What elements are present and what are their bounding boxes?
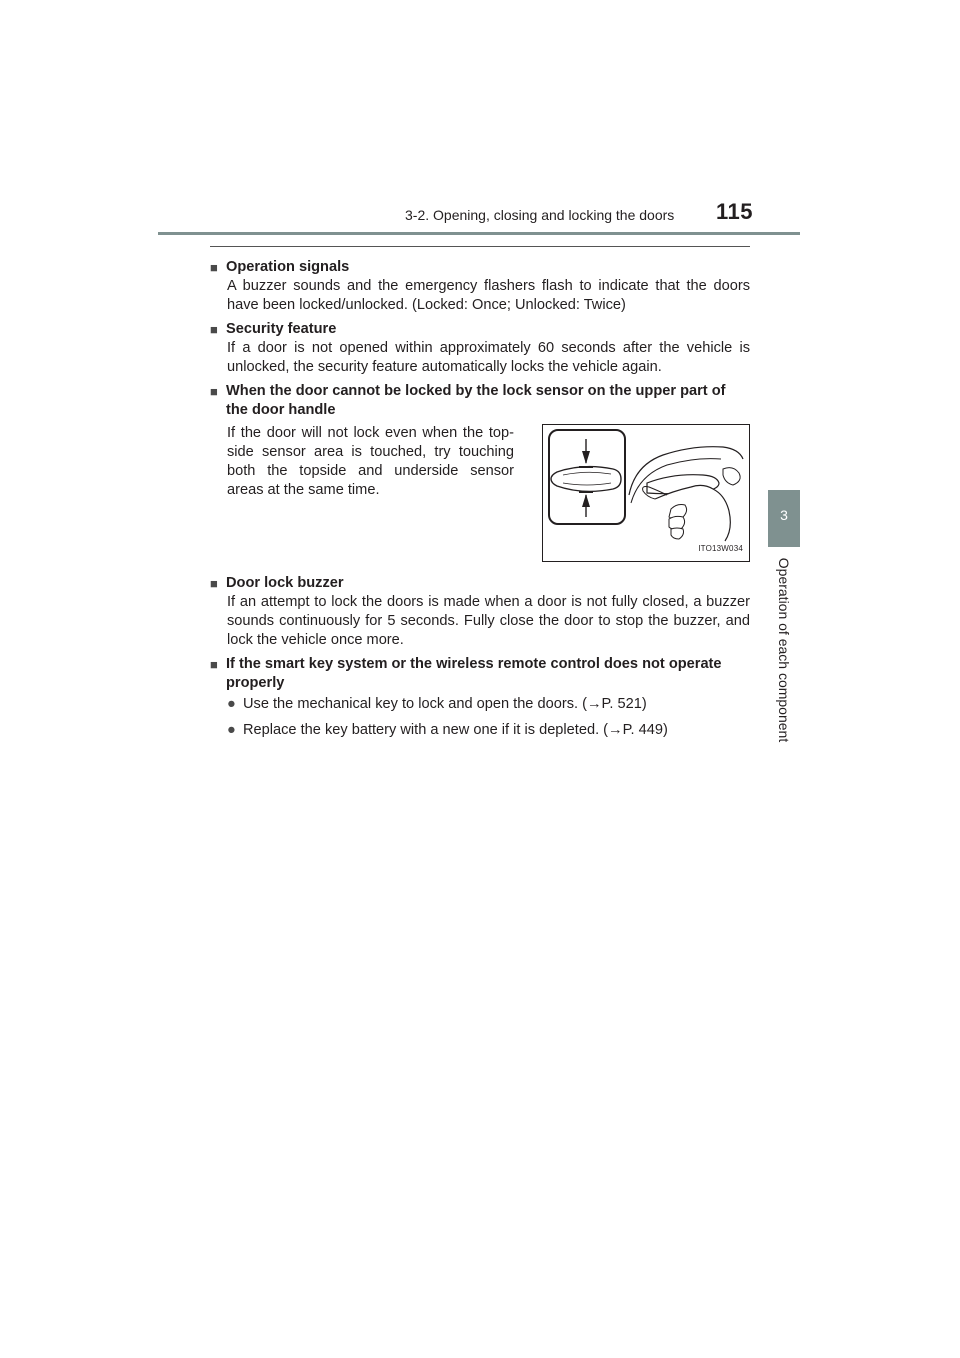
door-handle-illustration [542, 424, 750, 562]
side-tab-title: Operation of each component [776, 557, 792, 743]
side-tab-number-block [768, 490, 800, 547]
section-operation-signals [210, 258, 750, 315]
heading-text: Door lock buzzer [226, 575, 344, 591]
bullet-text: Replace the key battery with a new one if it is depleted. (→P. 449) [243, 722, 668, 738]
section-heading [210, 655, 750, 693]
section-door-lock-buzzer [210, 574, 750, 650]
side-tab-number: 3 [780, 507, 788, 523]
square-marker-icon: ■ [210, 260, 218, 275]
section-smart-key-fallback [210, 655, 750, 740]
heading-text: When the door cannot be locked by the lock sensor on the upper part of the door handle [226, 383, 726, 418]
page-number: 115 [716, 199, 753, 224]
section-heading [210, 574, 750, 593]
section-heading [210, 258, 750, 277]
section-heading [210, 382, 750, 420]
bullet-item [227, 721, 750, 740]
section-heading [210, 320, 750, 339]
header-rule [158, 232, 800, 235]
section-body: If a door is not opened within approximately 60 seconds after the vehicle is unlocked, the security feature automatically locks the vehicle again. [227, 340, 750, 375]
section-body: If the door will not lock even when the top-side sensor area is touched, try touching both the topside and underside sensor areas at the same time. [227, 425, 514, 498]
figure-row [227, 424, 750, 562]
bullet-dot-icon: ● [227, 696, 236, 712]
square-marker-icon: ■ [210, 657, 218, 672]
bullet-text: Use the mechanical key to lock and open the doors. (→P. 521) [243, 696, 647, 712]
side-tab-title-block [768, 553, 800, 747]
section-body: A buzzer sounds and the emergency flashers flash to indicate that the doors have been locked/unlocked. (Locked: Once; Unlocked: Twice) [227, 278, 750, 313]
section-body: If an attempt to lock the doors is made when a door is not fully closed, a buzzer sounds continuously for 5 seconds. Fully close the door to stop the buzzer, and lock the vehicle once more. [227, 594, 750, 648]
section-security-feature [210, 320, 750, 377]
square-marker-icon: ■ [210, 576, 218, 591]
section-lock-sensor [210, 382, 750, 562]
content-rule [210, 246, 750, 247]
content [210, 256, 750, 747]
heading-text: Operation signals [226, 259, 350, 275]
square-marker-icon: ■ [210, 322, 218, 337]
bullet-dot-icon: ● [227, 722, 236, 738]
figure-code: ITO13W034 [698, 544, 743, 553]
square-marker-icon: ■ [210, 384, 218, 399]
heading-text: If the smart key system or the wireless remote control does not operate properly [226, 656, 722, 691]
bullet-item [227, 695, 750, 714]
heading-text: Security feature [226, 321, 337, 337]
header-section-title: 3-2. Opening, closing and locking the doors [405, 207, 675, 223]
